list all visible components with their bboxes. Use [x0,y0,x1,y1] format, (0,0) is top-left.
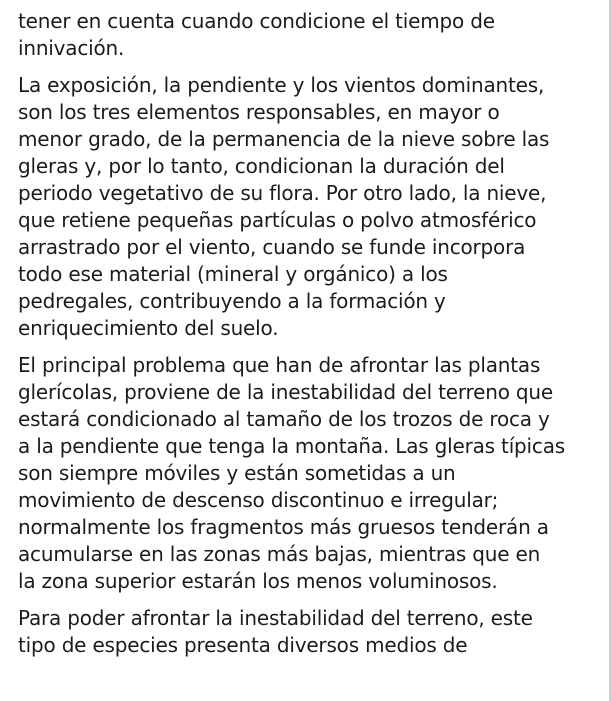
text-line: tener en cuenta cuando condicione el tiempo de [18,9,495,33]
text-line: todo ese material (mineral y orgánico) a los [18,262,448,286]
text-line: la zona superior estarán los menos voluminosos. [18,569,498,593]
text-line: son siempre móviles y están sometidas a un [18,461,456,485]
text-line: La exposición, la pendiente y los vientos dominantes, [18,73,545,97]
paragraph-1 [18,8,602,62]
paragraph-3 [18,352,602,595]
text-line: son los tres elementos responsables, en mayor o [18,100,500,124]
text-line: acumularse en las zonas más bajas, mientras que en [18,542,541,566]
text-line: Para poder afrontar la inestabilidad del terreno, este [18,606,533,630]
text-line: glerícolas, proviene de la inestabilidad del terreno que [18,380,553,404]
text-line: innivación. [18,36,125,60]
text-line: El principal problema que han de afrontar las plantas [18,353,541,377]
text-line: movimiento de descenso discontinuo e irregular; [18,488,499,512]
text-line: a la pendiente que tenga la montaña. Las gleras típicas [18,434,565,458]
text-line: enriquecimiento del suelo. [18,316,279,340]
text-line: arrastrado por el viento, cuando se funde incorpora [18,235,526,259]
text-line: gleras y, por lo tanto, condicionan la duración del [18,154,505,178]
text-line: periodo vegetativo de su flora. Por otro lado, la nieve, [18,181,547,205]
text-line: pedregales, contribuyendo a la formación y [18,289,446,313]
paragraph-2 [18,72,602,342]
text-line: estará condicionado al tamaño de los trozos de roca y [18,407,550,431]
paragraph-4 [18,605,602,659]
text-line: normalmente los fragmentos más gruesos tenderán a [18,515,549,539]
text-line: tipo de especies presenta diversos medios de [18,633,468,657]
text-line: menor grado, de la permanencia de la nieve sobre las [18,127,550,151]
text-line: que retiene pequeñas partículas o polvo atmosférico [18,208,537,232]
